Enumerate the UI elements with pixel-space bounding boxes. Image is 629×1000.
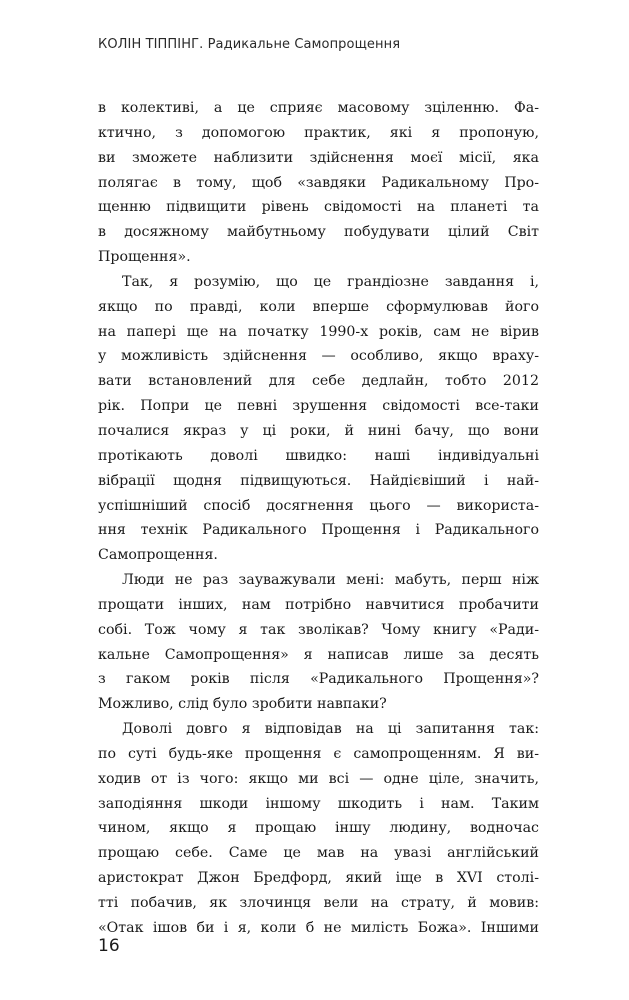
text-line: протікають доволі швидко: наші індивідуальні [98, 447, 539, 464]
text-line: на папері ще на початку 1990-х років, сам не вірив [98, 323, 539, 340]
text-line: Люди не раз зауважували мені: мабуть, перш ніж [122, 572, 539, 589]
text-line: ходив от із чого: якщо ми всі — одне ціле, значить, [98, 770, 539, 787]
text-line: у можливість здійснення — особливо, якщо враху- [98, 348, 539, 365]
running-head: КОЛІН ТІППІНГ. Радикальне Самопрощення [98, 37, 401, 52]
text-line: ви зможете наблизити здійснення моєї місії, яка [98, 149, 539, 166]
text-line: по суті будь-яке прощення є самопрощенням. Я ви- [98, 745, 539, 762]
text-line: щенню підвищити рівень свідомості на планеті та [98, 199, 539, 216]
text-line: аристократ Джон Бредфорд, який іще в XVI столі- [98, 870, 539, 887]
page-number: 16 [98, 936, 120, 956]
text-line: ктично, з допомогою практик, які я пропоную, [98, 124, 539, 141]
text-line: вати встановлений для себе дедлайн, тобто 2012 [98, 373, 539, 390]
body-text [98, 96, 539, 941]
text-line: рік. Попри це певні зрушення свідомості все-таки [98, 398, 539, 415]
text-line: успішніший спосіб досягнення цього — використа- [98, 497, 539, 514]
text-line: полягає в тому, щоб «завдяки Радикальному Про- [98, 174, 539, 191]
text-line: «Отак ішов би і я, коли б не милість Божа». Іншими [98, 919, 539, 936]
text-line: Самопрощення. [98, 547, 218, 564]
text-line: Прощення». [98, 249, 191, 266]
text-line: прощаю себе. Саме це мав на увазі англійський [98, 845, 539, 862]
text-line: Можливо, слід було зробити навпаки? [98, 696, 387, 713]
text-line: собі. Тож чому я так зволікав? Чому книгу «Ради- [98, 621, 539, 638]
text-line: в досяжному майбутньому побудувати цілий Світ [98, 224, 539, 241]
text-line: з гаком років після «Радикального Прощення»? [98, 671, 539, 688]
text-line: тті побачив, як злочинця вели на страту, й мовив: [98, 895, 539, 911]
text-line: заподіяння шкоди іншому шкодить і нам. Таким [98, 795, 539, 812]
text-line: почалися якраз у ці роки, й нині бачу, що вони [98, 422, 539, 439]
text-line: прощати інших, нам потрібно навчитися пробачити [98, 596, 539, 613]
text-line: вібрації щодня підвищуються. Найдієвіший і най- [98, 472, 539, 489]
text-line: Так, я розумію, що це грандіозне завдання і, [122, 273, 539, 290]
text-line: чином, якщо я прощаю іншу людину, водночас [98, 820, 539, 837]
text-line: кальне Самопрощення» я написав лише за десять [98, 646, 539, 663]
text-line: в колективі, а це сприяє масовому зціленню. Фа- [98, 100, 539, 116]
text-line: ння технік Радикального Прощення і Радикального [98, 522, 539, 539]
text-line: Доволі довго я відповідав на ці запитання так: [122, 721, 539, 738]
text-line: якщо по правді, коли вперше сформулював його [98, 298, 539, 315]
